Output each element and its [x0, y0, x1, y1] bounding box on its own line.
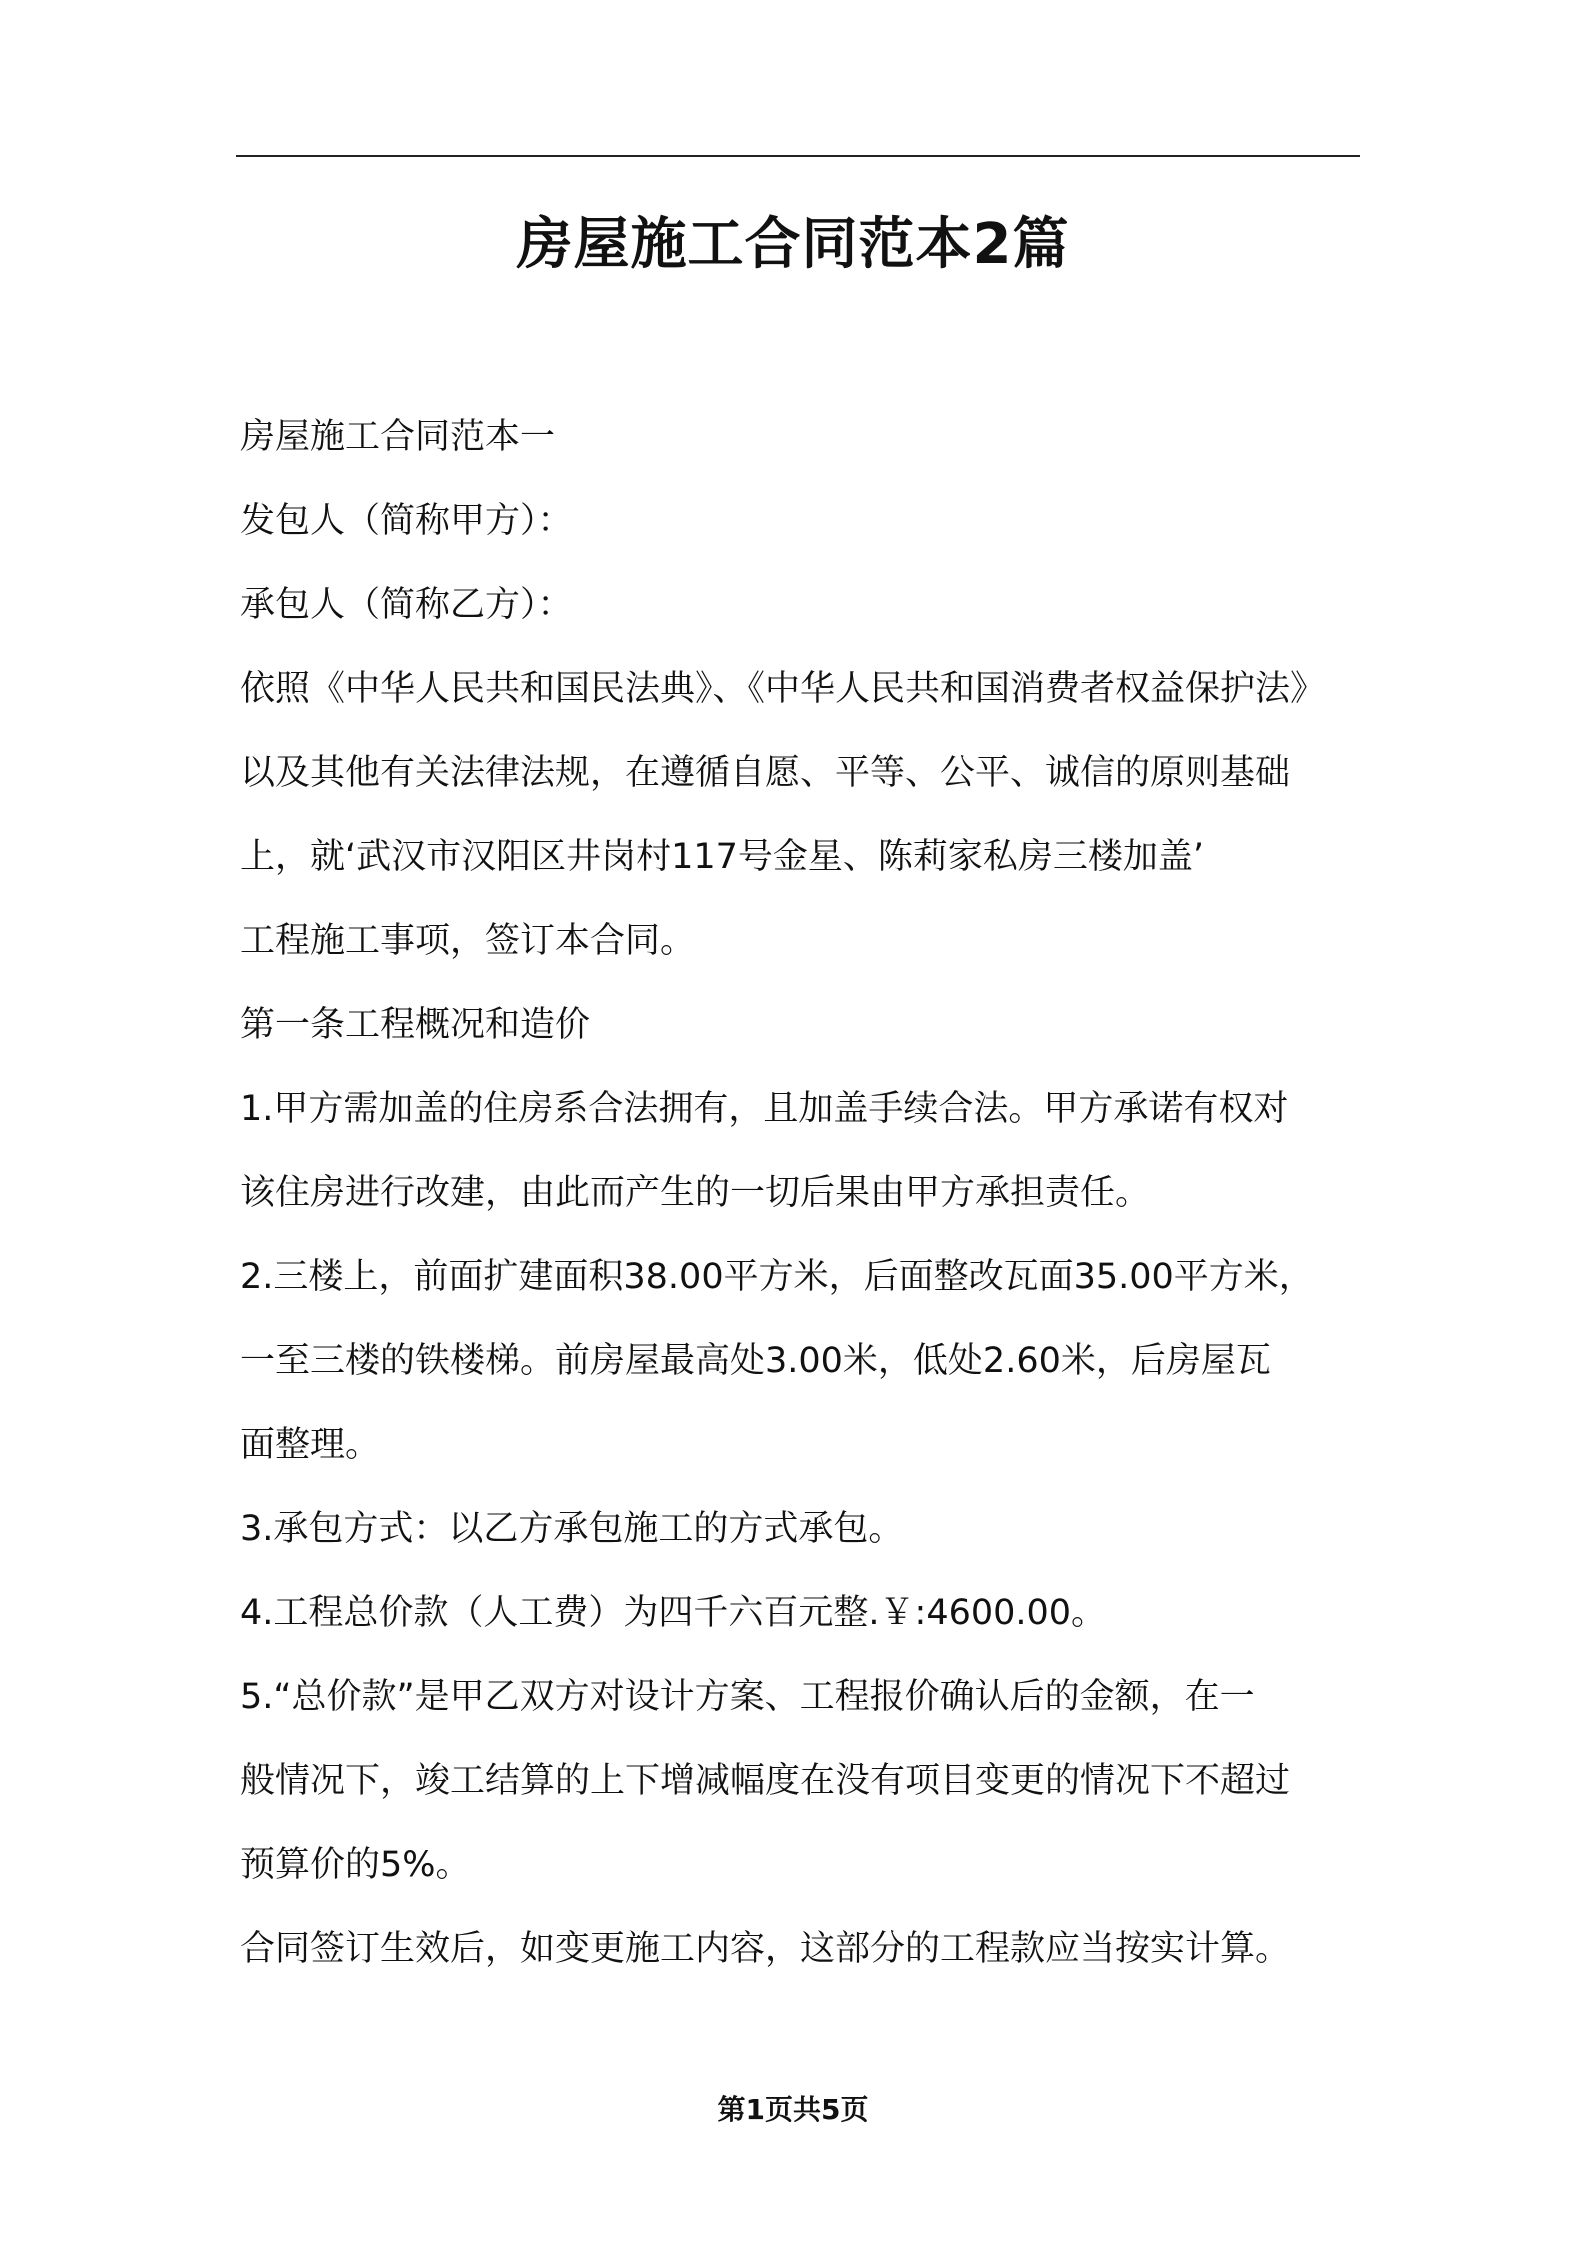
clause-line: 1.甲方需加盖的住房系合法拥有，且加盖手续合法。甲方承诺有权对 [240, 1089, 1289, 1129]
clause-line: 4.工程总价款（人工费）为四千六百元整.￥:4600.00。 [240, 1593, 1107, 1633]
party-b-line: 承包人（简称乙方）： [240, 585, 573, 625]
clause-line: 预算价的5%。 [240, 1845, 471, 1885]
document-body [240, 395, 1360, 1991]
party-a-line: 发包人（简称甲方）： [240, 501, 573, 541]
paragraph-line: 依照《中华人民共和国民法典》、《中华人民共和国消费者权益保护法》 [240, 669, 1326, 709]
clause-line: 一至三楼的铁楼梯。前房屋最高处3.00米，低处2.60米，后房屋瓦 [240, 1341, 1271, 1381]
clause-line: 面整理。 [240, 1425, 381, 1465]
document-title: 房屋施工合同范本2篇 [516, 212, 1070, 277]
clause-line: 般情况下，竣工结算的上下增减幅度在没有项目变更的情况下不超过 [240, 1761, 1291, 1801]
article-heading: 第一条工程概况和造价 [240, 1005, 591, 1045]
clause-line: 该住房进行改建，由此而产生的一切后果由甲方承担责任。 [240, 1173, 1151, 1213]
page-number: 第1页共5页 [717, 2093, 869, 2126]
clause-line: 2.三楼上，前面扩建面积38.00平方米，后面整改瓦面35.00平方米， [240, 1257, 1314, 1297]
paragraph-line: 以及其他有关法律法规，在遵循自愿、平等、公平、诚信的原则基础 [240, 753, 1291, 793]
clause-line: 5.“总价款”是甲乙双方对设计方案、工程报价确认后的金额，在一 [240, 1677, 1255, 1717]
paragraph-line: 上，就‘武汉市汉阳区井岗村117号金星、陈莉家私房三楼加盖’ [240, 837, 1205, 877]
paragraph-line: 合同签订生效后，如变更施工内容，这部分的工程款应当按实计算。 [240, 1929, 1291, 1969]
section-heading: 房屋施工合同范本一 [240, 417, 556, 457]
paragraph-line: 工程施工事项，签订本合同。 [240, 921, 696, 961]
header-divider [236, 155, 1360, 157]
clause-line: 3.承包方式：以乙方承包施工的方式承包。 [240, 1509, 904, 1549]
